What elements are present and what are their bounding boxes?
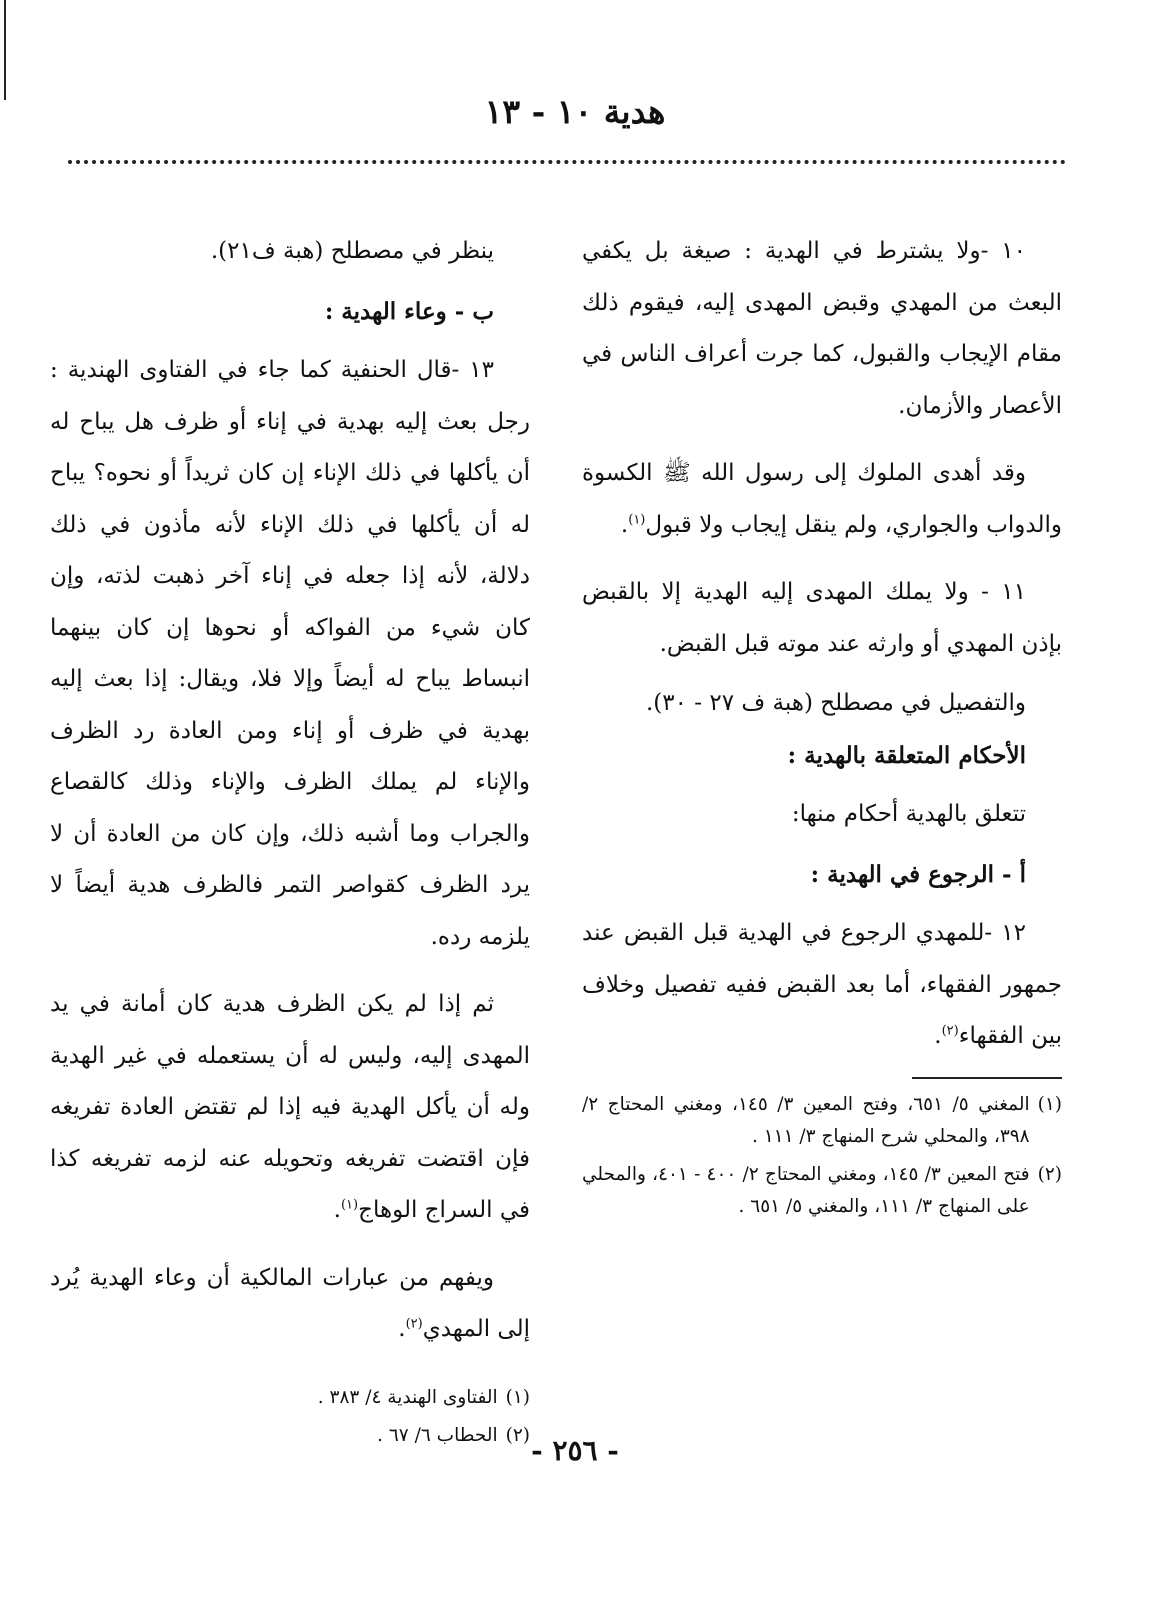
- paragraph-text: ويفهم من عبارات المالكية أن وعاء الهدية يُرد إلى المهدي: [50, 1264, 530, 1342]
- page-header-title: هدية ١٠ - ١٣: [484, 92, 666, 131]
- footnote: [582, 1089, 1062, 1153]
- paragraph-see-term: ينظر في مصطلح (هبة ف٢١).: [210, 238, 494, 264]
- paragraph-11: ١١ - ولا يملك المهدى إليه الهدية إلا بالقبض بإذن المهدي أو وارثه عند موته قبل القبض.: [582, 579, 1062, 657]
- paragraph-text: ١٢ -للمهدي الرجوع في الهدية قبل القبض عند جمهور الفقهاء، أما بعد القبض ففيه تفصيل وخلاف بين الفقهاء: [582, 920, 1062, 1049]
- header-dotted-rule: [68, 160, 1066, 164]
- paragraph-trust: [50, 979, 530, 1237]
- footnote-ref: (١): [628, 511, 646, 527]
- paragraph-10: ١٠ -ولا يشترط في الهدية : صيغة بل يكفي البعث من المهدي وقبض المهدى إليه، فيقوم ذلك مقام الإيجاب والقبول، كما جرت أعراف الناس في الأعصار والأزمان.: [582, 238, 1062, 419]
- left-column: [50, 226, 530, 1458]
- footnote-text: الحطاب ٦/ ٦٧ .: [377, 1424, 498, 1446]
- footnote-ref: (٢): [405, 1316, 423, 1332]
- footnote: [582, 1159, 1062, 1223]
- footnotes: [582, 1089, 1062, 1223]
- footnote-text: المغني ٥/ ٦٥١، وفتح المعين ٣/ ١٤٥، ومغني المحتاج ٢/ ٣٩٨، والمحلي شرح المنهاج ٣/ ١١١ .: [582, 1093, 1030, 1147]
- footnote: [50, 1382, 530, 1414]
- paragraph-end: .: [620, 511, 629, 538]
- paragraph-12: [582, 908, 1062, 1063]
- footnote-mark: (٢): [505, 1424, 530, 1446]
- section-heading-revocation: أ - الرجوع في الهدية :: [810, 860, 1026, 888]
- paragraph-maliki: [50, 1253, 530, 1356]
- paragraph-text: وقد أهدى الملوك إلى رسول الله ﷺ الكسوة والدواب والجواري، ولم ينقل إيجاب ولا قبول: [582, 460, 1062, 538]
- paragraph-13: ١٣ -قال الحنفية كما جاء في الفتاوى الهندية : رجل بعث إليه بهدية في إناء أو ظرف هل يباح له أن يأكلها في ذلك الإناء إن كان ثريداً أو نحوه؟ يباح له أن يأكلها في ذلك الإناء لأنه مأذون في ذلك دلالة، لأنه إذا جعله في إناء آخر ذهبت لذته، وإن كان شيء من الفواكه أو نحوها إن كان بينهما انبساط يباح له أيضاً وإلا فلا، ويقال: إذا بعث إليه بهدية في ظرف أو إناء ومن العادة رد الظرف والإناء لم يملك الظرف والإناء وذلك كالقصاع والجراب وما أشبه ذلك، وإن كان من العادة أن لا يرد الظرف كقواصر التمر فالظرف هدية أيضاً لا يلزمه رده.: [50, 357, 530, 950]
- section-heading-rulings: الأحكام المتعلقة بالهدية :: [787, 741, 1026, 769]
- section-heading-container: ب - وعاء الهدية :: [324, 297, 494, 325]
- paragraph-text: ثم إذا لم يكن الظرف هدية كان أمانة في يد المهدى إليه، وليس له أن يستعمله في غير الهدية وله أن يأكل الهدية فيه إذا لم تقتض العادة تفريغه فإن اقتضت تفريغه وتحويله عنه لزمه تفريغه كذا في السراج الوهاج: [50, 991, 531, 1223]
- footnote-mark: (١): [505, 1386, 530, 1408]
- footnote-text: فتح المعين ٣/ ١٤٥، ومغني المحتاج ٢/ ٤٠٠ - ٤٠١، والمحلي على المنهاج ٣/ ١١١، والمغني ٥/ ٦٥١ .: [582, 1163, 1030, 1217]
- scan-edge-line: [4, 0, 6, 100]
- paragraph-end: .: [398, 1316, 406, 1342]
- footnote-rule: [912, 1077, 1062, 1079]
- paragraph-details-ref: والتفصيل في مصطلح (هبة ف ٢٧ - ٣٠).: [645, 690, 1026, 716]
- footnote-mark: (٢): [1037, 1163, 1062, 1185]
- right-column: [582, 226, 1062, 1229]
- paragraph-gifts-to-prophet: [582, 448, 1062, 551]
- footnote-mark: (١): [1037, 1093, 1062, 1115]
- paragraph-end: .: [934, 1023, 942, 1049]
- paragraph-rulings-intro: تتعلق بالهدية أحكام منها:: [791, 801, 1026, 827]
- page-header: [0, 92, 1150, 131]
- page-number: - ٢٥٦ -: [531, 1434, 619, 1467]
- footnote-ref: (١): [340, 1197, 359, 1213]
- footnote-ref: (٢): [941, 1023, 959, 1039]
- footnote-text: الفتاوى الهندية ٤/ ٣٨٣ .: [317, 1386, 498, 1408]
- paragraph-end: .: [333, 1197, 341, 1223]
